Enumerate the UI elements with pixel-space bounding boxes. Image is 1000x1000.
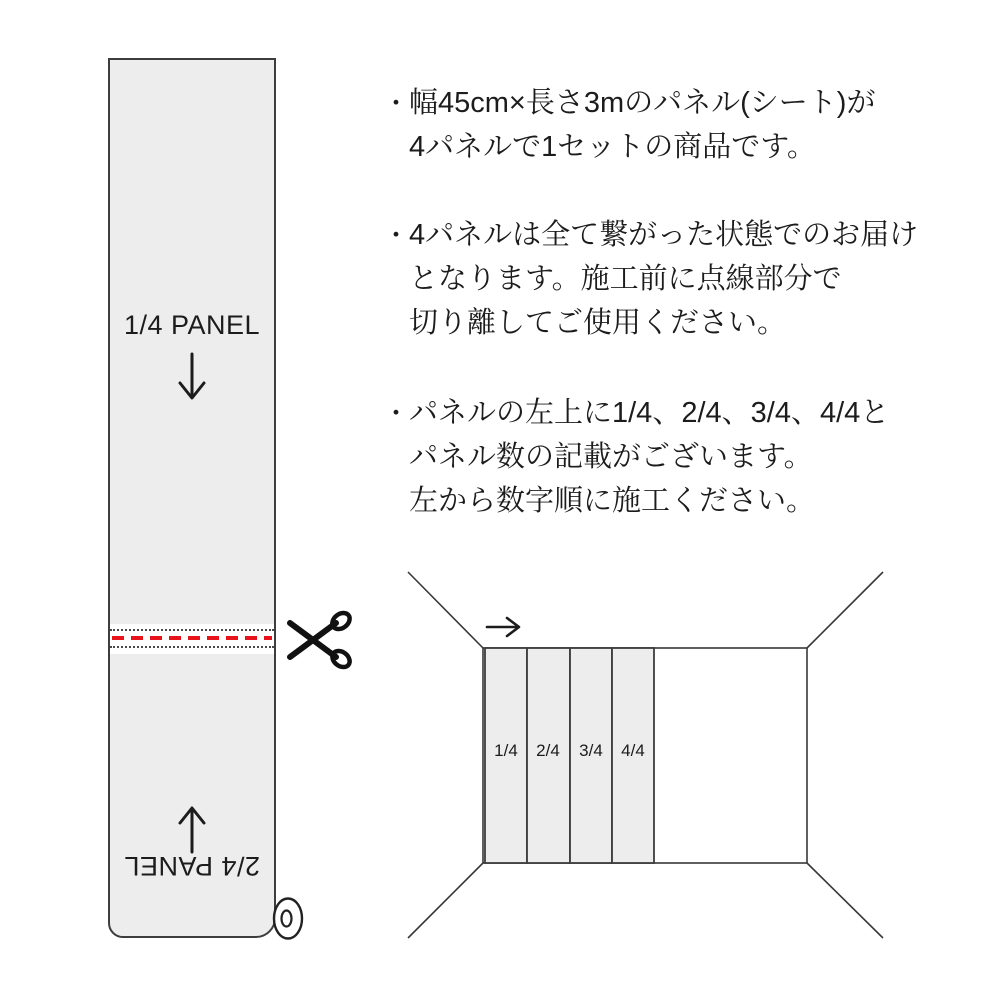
bullet-dot: ・ [383, 220, 410, 250]
instruction-bullet [383, 213, 918, 345]
instruction-line: となります。施工前に点線部分で [409, 263, 842, 295]
up-arrow-icon [172, 804, 212, 854]
installation-diagram [395, 555, 895, 955]
instruction-line: パネルの左上に1/4、2/4、3/4、4/4と [409, 397, 890, 429]
bullet-dot: ・ [383, 398, 410, 428]
sheet-top-panel-label: 1/4 PANEL [123, 310, 261, 340]
instruction-bullet [383, 81, 875, 169]
right-arrow-icon [487, 618, 519, 636]
instruction-bullet [383, 391, 889, 523]
cut-line-band [110, 624, 274, 654]
wall-panel-label: 1/4 [494, 741, 518, 760]
instruction-line: 切り離してご使用ください。 [409, 307, 787, 339]
down-arrow-icon [172, 352, 212, 402]
cut-line-dotted-bottom [110, 646, 274, 648]
roll-end-icon [270, 896, 308, 942]
instruction-line: 左から数字順に施工ください。 [409, 485, 816, 517]
cut-line-dotted-top [110, 629, 274, 631]
panel-sheet-diagram [108, 58, 276, 938]
wall-panel-label: 4/4 [621, 741, 645, 760]
instruction-line: 4パネルで1セットの商品です。 [409, 131, 816, 163]
instruction-line: 4パネルは全て繋がった状態でのお届け [409, 219, 919, 251]
wall-panel-label: 2/4 [536, 741, 560, 760]
sheet-bottom-panel-label: 2/4 PANEL [123, 851, 261, 881]
scissors-icon [284, 608, 354, 672]
bullet-dot: ・ [383, 88, 410, 118]
cut-line-red-dashes [112, 636, 272, 640]
instruction-line: 幅45cm×長さ3mのパネル(シート)が [409, 87, 876, 119]
wall-panel-label: 3/4 [579, 741, 603, 760]
instruction-line: パネル数の記載がございます。 [409, 441, 813, 473]
